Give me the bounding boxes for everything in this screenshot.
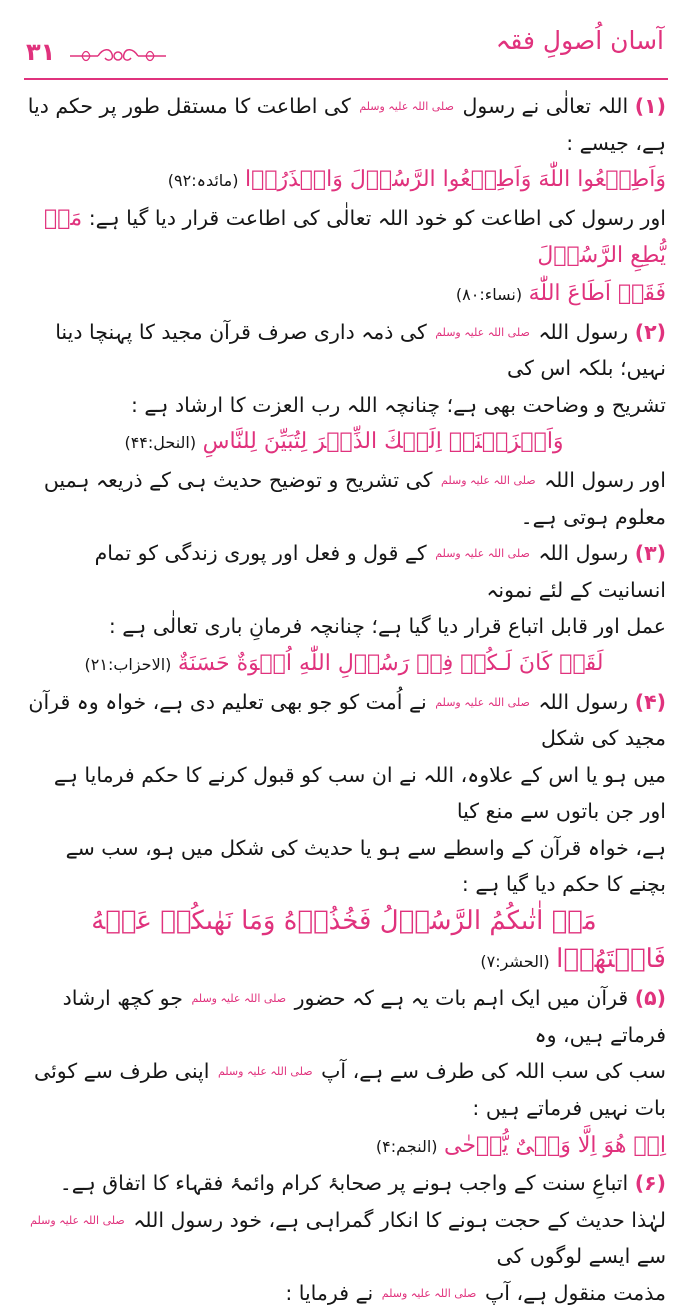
verse-line: [22, 423, 666, 462]
quran-verse: مَاۤ اٰتٰٮكُمُ الرَّسُوۡلُ فَخُذُوۡهُ وَمَا نَهٰٮكُمۡ عَنۡهُ: [91, 906, 597, 937]
verse-line: [22, 1127, 666, 1166]
line-text: کی تشریح و توضیح حدیث ہی کے ذریعہ ہمیں معلوم ہوتی ہے۔: [43, 467, 666, 529]
verse-line: [22, 941, 666, 981]
page-number: ۳۱: [26, 38, 56, 66]
text-line: [22, 462, 666, 535]
line-text: کے قول و فعل اور پوری زندگی کو تمام انسانیت کے لئے نمونہ: [94, 541, 666, 602]
verse-line: [22, 275, 666, 314]
book-title: آسان اُصولِ فقہ: [495, 26, 664, 55]
verse-line: [22, 161, 666, 200]
page-header: [0, 0, 690, 84]
line-text: تشریح و وضاحت بھی ہے؛ چنانچہ اللہ رب العزت کا ارشاد ہے :: [131, 392, 666, 417]
text-line: [22, 684, 666, 757]
quran-verse: فَانۡتَهُوۡا: [556, 943, 666, 974]
item-number: (۵): [634, 986, 666, 1011]
verse-reference: (نساء:۸۰): [455, 284, 523, 304]
salawat-mark: صلی اللہ علیہ وسلم: [30, 1213, 125, 1227]
page-body: [22, 88, 666, 1305]
line-text: رسول اللہ: [538, 541, 629, 566]
verse-reference: (الاحزاب:۲۱): [84, 654, 172, 674]
item-number: (۴): [634, 689, 666, 714]
verse-line: [22, 645, 666, 684]
verse-reference: (النجم:۴): [375, 1136, 438, 1156]
line-text: اور رسول کی اطاعت کو خود اللہ تعالٰی کی اطاعت قرار دیا گیا ہے:: [88, 205, 666, 230]
quran-verse: لَقَدۡ كَانَ لَـكُمۡ فِىۡ رَسُوۡلِ اللّٰهِ اُسۡوَةٌ حَسَنَةٌ: [177, 650, 604, 676]
salawat-mark: صلی اللہ علیہ وسلم: [435, 325, 530, 339]
line-text: قرآن میں ایک اہم بات یہ ہے کہ حضور: [294, 986, 629, 1011]
verse-reference: (مائدہ:۹۲): [167, 171, 239, 191]
line-text: نے فرمایا :: [285, 1281, 374, 1305]
quran-verse: مَنۡ يُّطِعِ الرَّسُوۡلَ: [44, 205, 666, 269]
line-text: اپنی طرف سے کوئی بات نہیں فرماتے ہیں :: [34, 1059, 666, 1121]
line-text: اتباعِ سنت کے واجب ہونے پر صحابۂ کرام وائمۂ فقہاء کا اتفاق ہے۔: [59, 1171, 629, 1196]
line-text: رسول اللہ: [538, 689, 629, 714]
verse-reference: (الحشر:۷): [480, 951, 550, 971]
text-line: [22, 608, 666, 645]
line-text: عمل اور قابل اتباع قرار دیا گیا ہے؛ چنانچہ فرمانِ باری تعالٰی ہے :: [108, 614, 666, 639]
line-text: میں ہو یا اس کے علاوہ، اللہ نے ان سب کو قبول کرنے کا حکم فرمایا ہے اور جن باتوں سے منع کیا: [53, 762, 666, 824]
text-line: [22, 1053, 666, 1126]
salawat-mark: صلی اللہ علیہ وسلم: [359, 100, 454, 113]
verse-line: [22, 903, 666, 941]
text-line: [22, 757, 666, 830]
text-line: [22, 200, 666, 275]
line-text: ہے، خواہ قرآن کے واسطے سے ہو یا حدیث کی شکل میں ہو، سب سے بچنے کا حکم دیا گیا ہے :: [65, 835, 666, 897]
salawat-mark: صلی اللہ علیہ وسلم: [435, 695, 530, 709]
text-line: [22, 387, 666, 424]
text-line: [22, 535, 666, 608]
text-line: [22, 1165, 666, 1202]
line-text: جو کچھ ارشاد فرماتے ہیں، وہ: [62, 986, 666, 1047]
line-text: مذمت منقول ہے، آپ: [484, 1281, 666, 1305]
text-line: [22, 1202, 666, 1275]
line-text: سب کی سب اللہ کی طرف سے ہے، آپ: [321, 1059, 666, 1084]
line-text: لہٰذا حدیث کے حجت ہونے کا انکار گمراہی ہے، خود رسول اللہ: [133, 1207, 666, 1232]
ornament-divider-icon: [68, 46, 168, 66]
text-line: [22, 830, 666, 903]
item-number: (۱): [634, 94, 666, 118]
text-line: [22, 314, 666, 387]
item-number: (۶): [634, 1171, 666, 1196]
line-text: سے ایسے لوگوں کی: [496, 1244, 666, 1269]
salawat-mark: صلی اللہ علیہ وسلم: [435, 547, 530, 561]
line-text: رسول اللہ: [538, 319, 629, 344]
line-text: کی اطاعت کا مستقل طور پر حکم دیا ہے، جیسے :: [27, 94, 666, 155]
line-text: اور رسول اللہ: [544, 467, 666, 492]
text-line: [22, 1275, 666, 1312]
salawat-mark: صلی اللہ علیہ وسلم: [191, 992, 287, 1006]
quran-verse: اِنۡ هُوَ اِلَّا وَحۡىٌ يُّوۡحٰى: [444, 1132, 666, 1158]
text-line: [22, 980, 666, 1053]
line-text: اللہ تعالٰی نے رسول: [462, 94, 629, 118]
line-text: نے اُمت کو جو بھی تعلیم دی ہے، خواہ وہ قرآن مجید کی شکل: [28, 689, 666, 751]
item-number: (۳): [634, 541, 666, 566]
line-text: کی ذمہ داری صرف قرآن مجید کا پہنچا دینا نہیں؛ بلکہ اس کی: [55, 319, 666, 381]
item-number: (۲): [634, 319, 666, 344]
salawat-mark: صلی اللہ علیہ وسلم: [441, 473, 536, 487]
text-line: [22, 88, 666, 161]
quran-verse: وَاَنۡزَلۡنَاۤ اِلَيۡكَ الذِّكۡرَ لِتُبَيِّنَ لِلنَّاسِ: [202, 429, 564, 455]
header-rule: [24, 78, 668, 80]
verse-reference: (النحل:۴۴): [124, 433, 197, 453]
salawat-mark: صلی اللہ علیہ وسلم: [381, 1287, 477, 1300]
quran-verse: وَاَطِيۡعُوا اللّٰهَ وَاَطِيۡعُوا الرَّسُوۡلَ وَاحۡذَرُوۡا: [245, 167, 666, 193]
quran-verse: فَقَدۡ اَطَاعَ اللّٰهَ: [528, 280, 666, 306]
salawat-mark: صلی اللہ علیہ وسلم: [217, 1065, 313, 1079]
